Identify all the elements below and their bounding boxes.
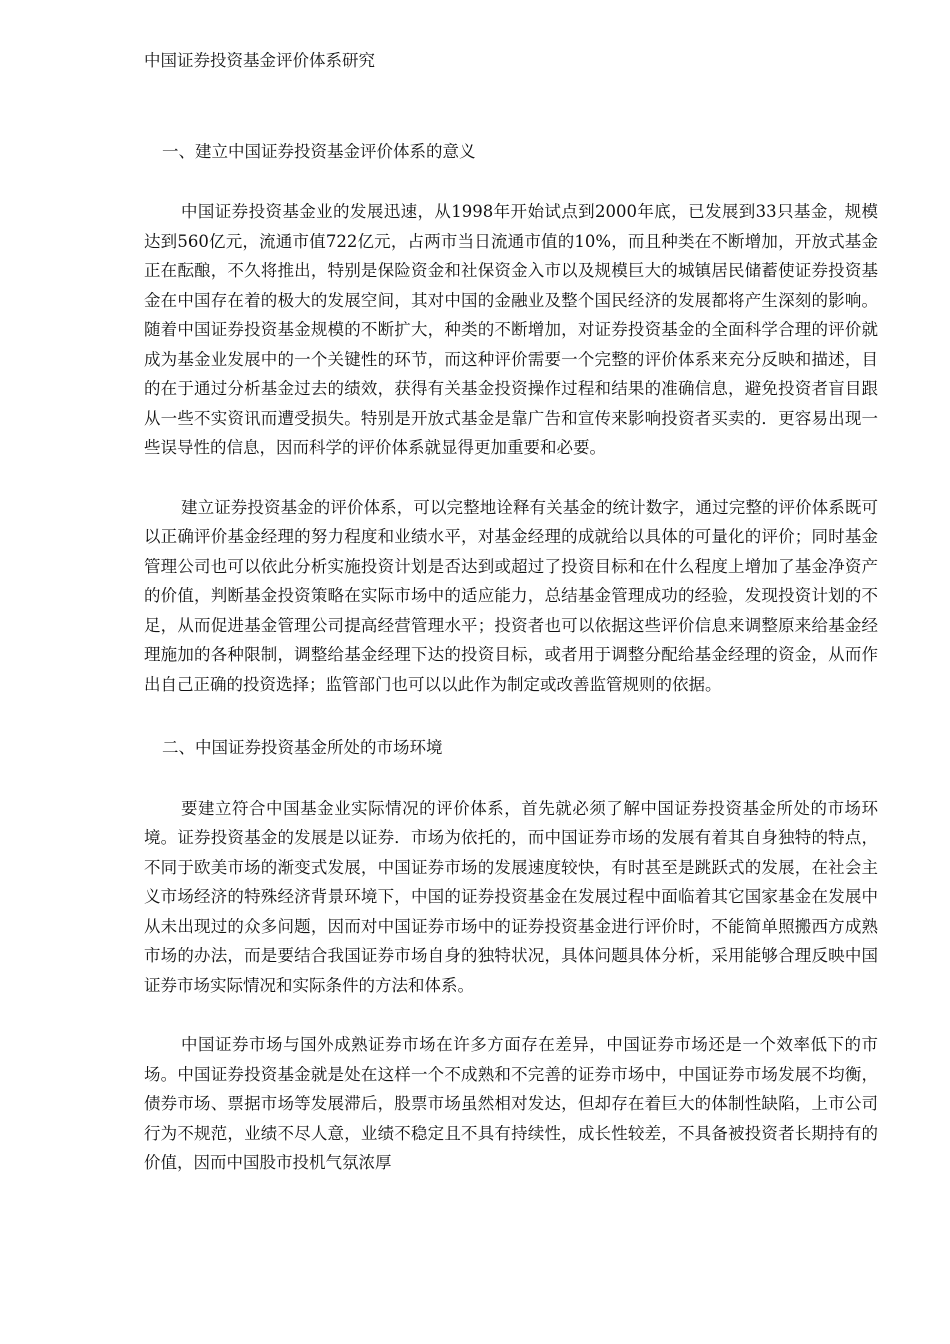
paragraph-1-2: 建立证券投资基金的评价体系，可以完整地诠释有关基金的统计数字，通过完整的评价体系既可以正确评价基金经理的努力程度和业绩水平，对基金经理的成就给以具体的可量化的评价；同时基金管理公司也可以依此分析实施投资计划是否达到或超过了投资目标和在什么程度上增加了基金净资产的价值，判断基金投资策略在实际市场中的适应能力，总结基金管理成功的经验，发现投资计划的不足，从而促进基金管理公司提高经营管理水平；投资者也可以依据这些评价信息来调整原来给基金经理施加的各种限制，调整给基金经理下达的投资目标，或者用于调整分配给基金经理的资金，从而作出自己正确的投资选择；监管部门也可以以此作为制定或改善监管规则的依据。 bbox=[144, 497, 878, 694]
section-heading-1: 一、建立中国证券投资基金评价体系的意义 bbox=[162, 141, 476, 161]
section-heading-2: 二、中国证券投资基金所处的市场环境 bbox=[162, 738, 443, 757]
paragraph-2-1: 要建立符合中国基金业实际情况的评价体系，首先就必须了解中国证券投资基金所处的市场环境。证券投资基金的发展是以证券．市场为依托的，而中国证券市场的发展有着其自身独特的特点，不同于欧美市场的渐变式发展，中国证券市场的发展速度较快，有时甚至是跳跃式的发展，在社会主义市场经济的特殊经济背景环境下，中国的证券投资基金在发展过程中面临着其它国家基金在发展中从未出现过的众多问题，因而对中国证券市场中的证券投资基金进行评价时，不能简单照搬西方成熟市场的办法，而是要结合我国证券市场自身的独特状况，具体问题具体分析，采用能够合理反映中国证券市场实际情况和实际条件的方法和体系。 bbox=[144, 798, 878, 995]
paragraph-1-1: 中国证券投资基金业的发展迅速，从1998年开始试点到2000年底，已发展到33只基金，规模达到560亿元，流通市值722亿元，占两市当日流通市值的10%，而且种类在不断增加，开放式基金正在酝酿，不久将推出，特别是保险资金和社保资金入市以及规模巨大的城镇居民储蓄使证券投资基金在中国存在着的极大的发展空间，其对中国的金融业及整个国民经济的发展都将产生深刻的影响。随着中国证券投资基金规模的不断扩大，种类的不断增加，对证券投资基金的全面科学合理的评价就成为基金业发展中的一个关键性的环节，而这种评价需要一个完整的评价体系来充分反映和描述，目的在于通过分析基金过去的绩效，获得有关基金投资操作过程和结果的准确信息，避免投资者盲目跟从一些不实资讯而遭受损失。特别是开放式基金是靠广告和宣传来影响投资者买卖的．更容易出现一些误导性的信息，因而科学的评价体系就显得更加重要和必要。 bbox=[144, 202, 878, 457]
document-title: 中国证券投资基金评价体系研究 bbox=[144, 51, 375, 70]
paragraph-2-2: 中国证券市场与国外成熟证券市场在许多方面存在差异，中国证券市场还是一个效率低下的市场。中国证券投资基金就是处在这样一个不成熟和不完善的证券市场中，中国证券市场发展不均衡，债券市场、票据市场等发展滞后，股票市场虽然相对发达，但却存在着巨大的体制性缺陷，上市公司行为不规范，业绩不尽人意，业绩不稳定且不具有持续性，成长性较差，不具备被投资者长期持有的价值，因而中国股市投机气氛浓厚 bbox=[144, 1035, 878, 1172]
